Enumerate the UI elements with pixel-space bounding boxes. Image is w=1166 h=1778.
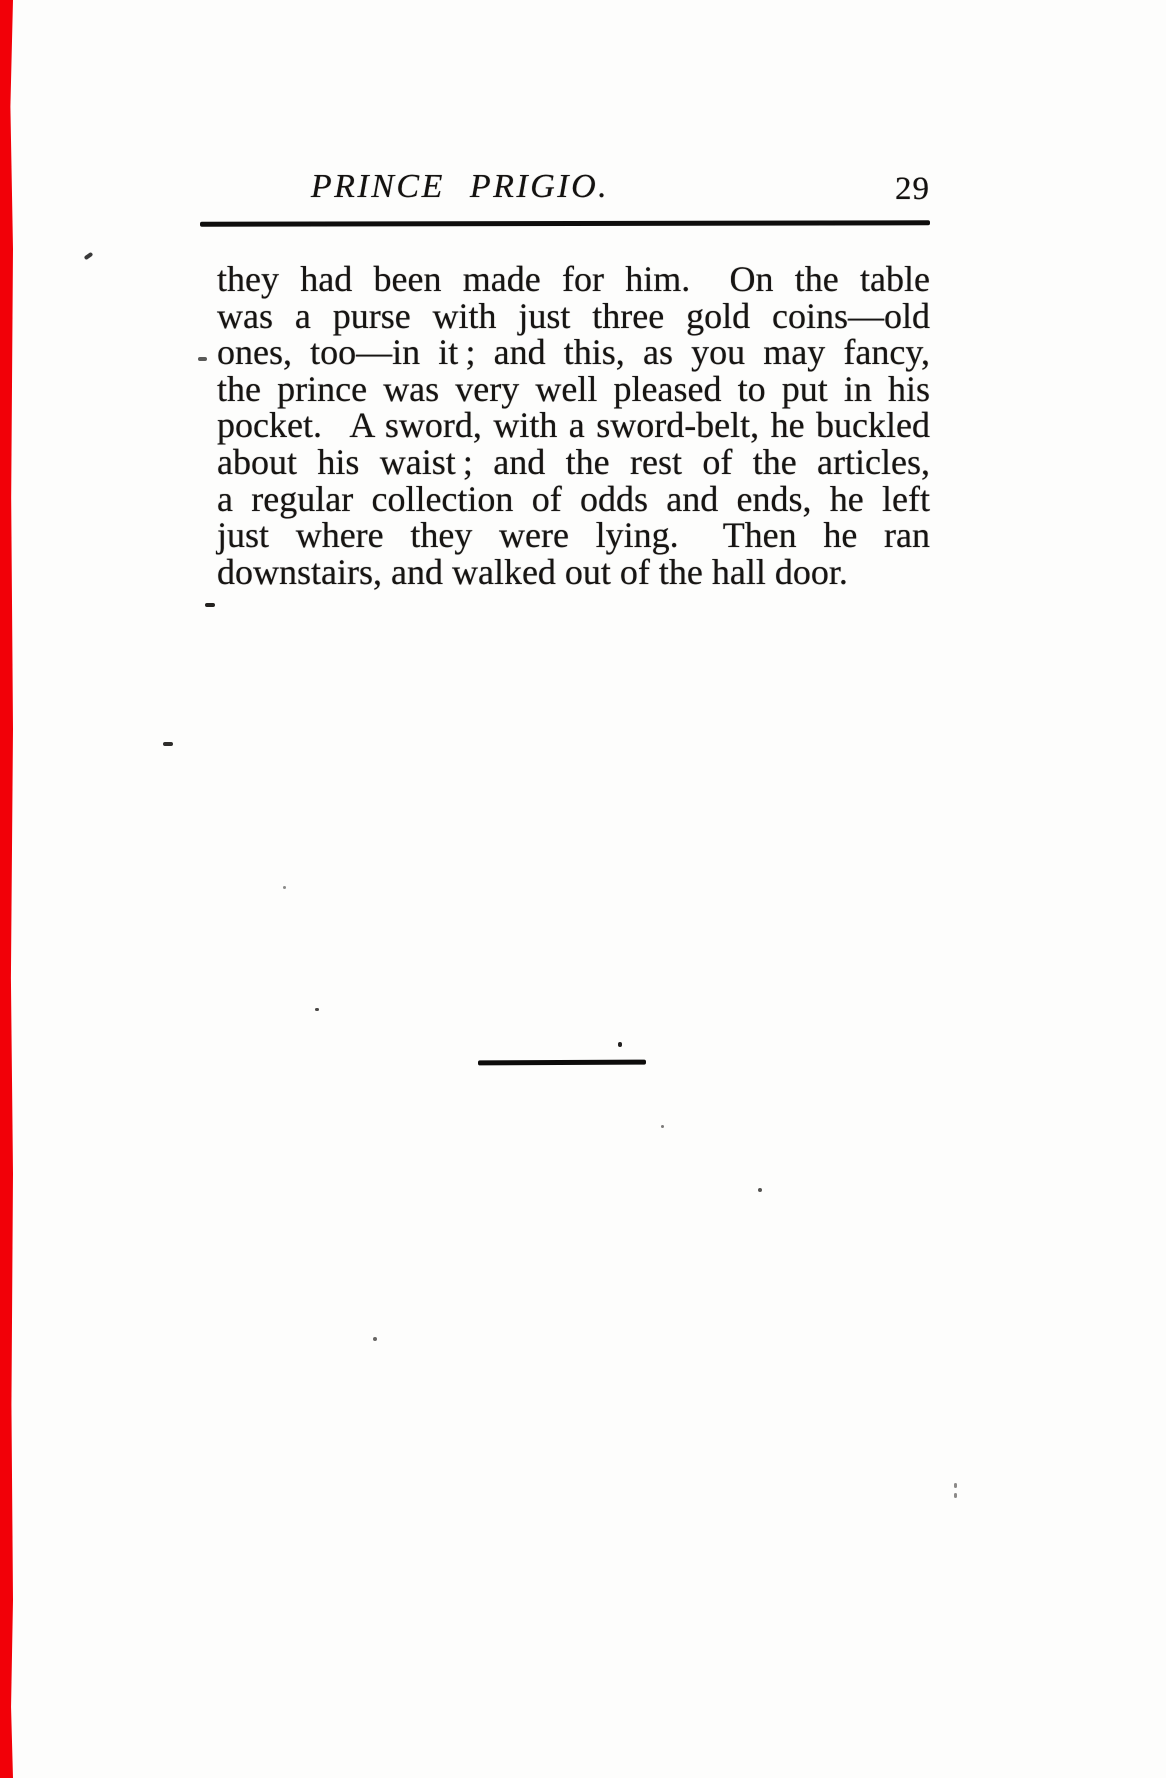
- ink-speck: [618, 1042, 622, 1047]
- running-head: [0, 168, 1166, 212]
- body-text-line: was a purse with just three gold coins—old: [217, 295, 930, 336]
- ink-speck: [198, 357, 207, 361]
- ink-speck: [205, 603, 215, 607]
- page-number: 29: [895, 171, 930, 207]
- ink-speck: [84, 252, 94, 260]
- body-text-line: a regular collection of odds and ends, he left: [217, 478, 930, 519]
- ink-speck: [758, 1188, 762, 1192]
- body-text-line: they had been made for him. On the table: [217, 259, 930, 299]
- body-text-line: pocket. A sword, with a sword-belt, he buckled: [217, 405, 930, 446]
- paragraph: [217, 261, 930, 590]
- ink-speck: [315, 1008, 319, 1011]
- ink-speck: [163, 742, 173, 746]
- body-text-line: just where they were lying. Then he ran: [217, 515, 930, 556]
- red-scan-edge: [0, 0, 13, 1778]
- ink-speck: [373, 1337, 377, 1341]
- header-rule: [200, 220, 930, 227]
- body-text-line: ones, too—in it ; and this, as you may fancy,: [217, 332, 930, 373]
- body-text-line: downstairs, and walked out of the hall door.: [217, 551, 848, 592]
- section-divider-rule: [478, 1060, 646, 1066]
- body-text-line: about his waist ; and the rest of the articles,: [217, 441, 930, 482]
- page-title: PRINCE PRIGIO.: [310, 168, 610, 205]
- ink-speck: [954, 1493, 957, 1498]
- ink-speck: [283, 886, 286, 889]
- ink-speck: [661, 1125, 664, 1128]
- body-text-line: the prince was very well pleased to put in his: [217, 368, 930, 409]
- ink-speck: [954, 1483, 957, 1488]
